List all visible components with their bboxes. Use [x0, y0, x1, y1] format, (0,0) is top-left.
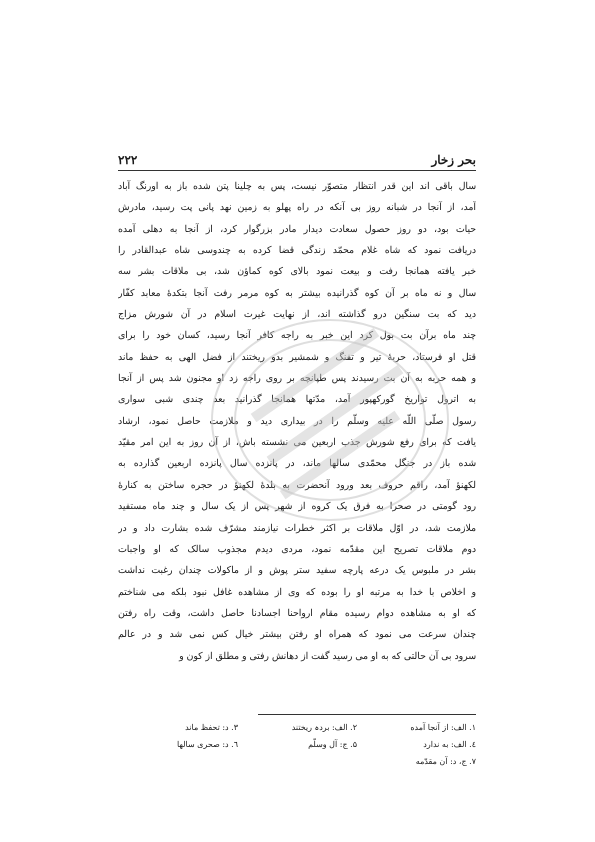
text-line: دوم ملاقات تصریح این مقدّمه نمود، مردی دیدم مجذوب سالک که او واجبات: [118, 543, 476, 555]
text-line: دید که بت سنگین درو گذاشته اند، از نهایت غیرت اسلام در آن شورش مزاج: [118, 309, 476, 321]
text-line: حیات بود، دو روز حصول سعادت دیدار مادر بزرگوار کرد، از آنجا به دهلی آمده: [118, 223, 476, 235]
page-number: ۲۲۲: [118, 153, 138, 167]
text-line: قتل او فرستاد، حربهٔ تیر و تفنگ و شمشیر بدو ریختند از فضل الهی به حفظ ماند: [118, 351, 476, 363]
text-line: سال و نه ماه بر آن کوه گذرانیده بیشتر به کوه مرمر رفت آنجا بتکدهٔ معابد کفّار: [118, 287, 476, 299]
text-line: و همه حربه به آن بت رسیدند پس طپانچه بر روی راجه زد او مجنون شد پس از آنجا: [118, 373, 476, 385]
footnote: ۵. ج: آل وسلّم: [308, 740, 357, 749]
text-line: بشر در ملبوس یک درعه پارچه سفید ستر پوش و از ماکولات چندان رغبت نداشت: [118, 565, 476, 577]
text-line: که او به مشاهده دوام رسیده مقام ارواحنا اجسادنا حاصل داشت، وقت راه رفتن: [118, 607, 476, 619]
footnote-rule: [258, 714, 476, 715]
text-line: ملازمت شد، در اوّل ملاقات بر اکثر خطرات نیازمند مشرّف شده بشارت داد و در: [118, 522, 476, 534]
footnotes: [118, 719, 476, 770]
footnote: ۳. د: تحفظ ماند: [185, 723, 238, 732]
text-line: لکهنؤ آمد، راقم حروف بعد ورود آنحضرت به بلدهٔ لکهنؤ در حجره ساختن به کنارهٔ: [118, 479, 476, 491]
running-title: بحر زخار: [431, 153, 476, 167]
text-line: چندان سرعت می نمود که همراه او رفتن بیشتر خیال کس نمی شد و در عالم: [118, 629, 476, 641]
text-line: شده باز در جنگل محمّدی سالها ماند، در پانزده سال پانزده اربعین گذارده به: [118, 458, 476, 470]
text-line: و اخلاص با خدا به مرتبه او را بوده که وی از مشاهده غافل نبود بلکه می شناختم: [118, 586, 476, 598]
text-line: آمد، از آنجا در شبانه روز بی آنکه در راه پهلو به زمین نهد پانی پت رسید، مادرش: [118, 202, 476, 214]
text-line: خبر یافته همانجا رفت و بیعت نمود بالای کوه کماؤن شد، بی ملاقات بشر سه: [118, 266, 476, 278]
footnote: [119, 753, 238, 770]
footnote-row: [118, 753, 476, 770]
footnote: ۷. ج، د: آن مقدّمه: [415, 757, 476, 766]
text-line: رسول صلّی اللّه علیه وسلّم را در بیداری دید و ملازمت حاصل نمود، ارشاد: [118, 415, 476, 427]
text-line: سرود بی آن حالتی که به او می رسید گفت از دهانش رفتی و مطلق از کون و: [179, 650, 476, 662]
page-header: [118, 150, 476, 171]
text-line: چند ماه برآن بت بول کرد این خبر به راجه کافر آنجا رسید، کسان خود را برای: [118, 330, 476, 342]
text-line: سال باقی اند این قدر انتظار متصوّر نیست، پس به چلینا پتن شده باز به اورنگ آباد: [118, 181, 476, 192]
footnote: [238, 753, 357, 770]
text-line: به اترول تواریخ گورکهپور آمد، مدّتها همانجا گذرانید بعد چندی شبی سواری: [118, 394, 476, 406]
footnote: ٤. الف: به ندارد: [423, 740, 476, 749]
body-text: [118, 176, 476, 667]
text-line: رود گومتی در صحرا به فرق یک کروه از شهر پس از یک سال و چند ماه مستفید: [118, 501, 476, 513]
footnote-row: [118, 736, 476, 753]
footnote: ٦. د: صحری سالها: [176, 740, 238, 749]
footnote: ۲. الف: بردہ ریختند: [291, 723, 357, 732]
footnote-row: [118, 719, 476, 736]
footnote: ۱. الف: از آنجا آمده: [410, 723, 476, 732]
text-line: یافت که برای رفع شورش جذب اربعین می نشسته باش، از آن روز به این امر مقیّد: [118, 437, 476, 449]
text-line: دریافت نمود که شاه غلام محمّد زندگی قضا کرده به چندوسی شاه عبدالقادر را: [118, 245, 476, 257]
